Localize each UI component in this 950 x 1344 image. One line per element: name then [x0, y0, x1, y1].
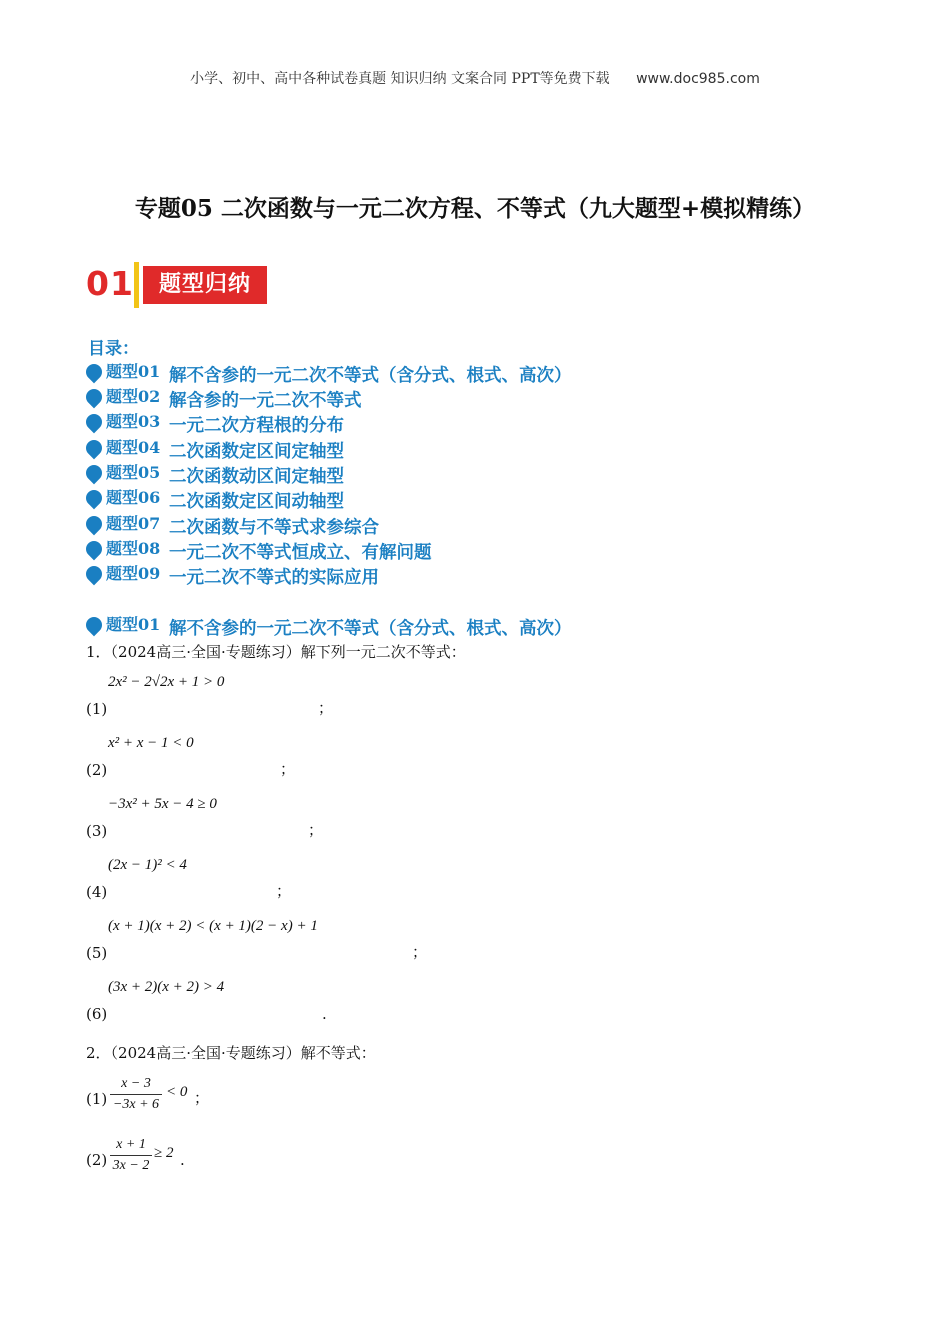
fraction-relation: < 0: [166, 1084, 188, 1100]
item-punct: ；: [318, 699, 334, 717]
location-pin-icon: [83, 614, 106, 637]
item-label: (3): [86, 822, 108, 840]
fraction-denominator: −3x + 6: [112, 1097, 160, 1112]
location-pin-icon: [83, 361, 106, 384]
toc-item-tag: 题型04: [106, 438, 161, 457]
item-label: (4): [86, 883, 108, 901]
item-label: (2): [86, 761, 108, 779]
page-header: [0, 68, 950, 88]
header-text: 小学、初中、高中各种试卷真题 知识归纳 文案合同 PPT等免费下载: [190, 71, 610, 87]
toc-heading: 目录：: [88, 339, 139, 359]
toc-item-title: 二次函数定区间定轴型: [169, 442, 344, 462]
fraction-numerator: x + 1: [116, 1137, 146, 1152]
location-pin-icon: [83, 411, 106, 434]
location-pin-icon: [83, 487, 106, 510]
item-punct: .: [322, 1005, 327, 1023]
item-math: x² + x − 1 < 0: [108, 735, 194, 751]
item-math: (2x − 1)² < 4: [108, 857, 187, 873]
toc-item-tag: 题型06: [106, 488, 161, 507]
location-pin-icon: [83, 538, 106, 561]
item-punct: ；: [276, 882, 292, 900]
toc-item-tag: 题型02: [106, 387, 161, 406]
section-heading-tag: 题型01: [106, 615, 161, 634]
location-pin-icon: [83, 437, 106, 460]
item-punct: ；: [308, 821, 324, 839]
header-site-link[interactable]: www.doc985.com: [636, 71, 760, 87]
section-heading-title: 解不含参的一元二次不等式（含分式、根式、高次）: [169, 619, 572, 639]
item-label: (5): [86, 944, 108, 962]
toc-item-tag: 题型05: [106, 463, 161, 482]
toc-item-title: 一元二次不等式恒成立、有解问题: [169, 543, 432, 563]
fraction-numerator: x − 3: [121, 1076, 151, 1091]
item-punct: ；: [412, 943, 428, 961]
fraction: [108, 1074, 164, 1115]
toc-item-tag: 题型01: [106, 362, 161, 381]
section-number: 01: [86, 264, 134, 303]
item-punct: ；: [194, 1089, 210, 1107]
item-label: (1): [86, 700, 108, 718]
item-punct: .: [180, 1151, 185, 1169]
toc-item-tag: 题型08: [106, 539, 161, 558]
toc-item-title: 解不含参的一元二次不等式（含分式、根式、高次）: [169, 366, 572, 386]
item-math: (3x + 2)(x + 2) > 4: [108, 979, 225, 995]
toc-item-tag: 题型09: [106, 564, 161, 583]
section-label: 题型归纳: [143, 266, 267, 304]
item-label: (1): [86, 1090, 108, 1108]
toc-item-title: 二次函数与不等式求参综合: [169, 518, 379, 538]
fraction-denominator: 3x − 2: [112, 1158, 150, 1173]
fraction: [108, 1135, 154, 1176]
toc-item-title: 一元二次不等式的实际应用: [169, 568, 379, 588]
item-math: −3x² + 5x − 4 ≥ 0: [108, 796, 217, 812]
item-math: 2x² − 2√2x + 1 > 0: [108, 674, 225, 690]
question-2-stem: 2．（2024高三·全国·专题练习）解不等式：: [86, 1044, 376, 1062]
location-pin-icon: [83, 563, 106, 586]
question-1-stem: 1．（2024高三·全国·专题练习）解下列一元二次不等式：: [86, 643, 466, 661]
location-pin-icon: [83, 462, 106, 485]
toc-item-tag: 题型03: [106, 412, 161, 431]
fraction-relation: ≥ 2: [154, 1145, 174, 1161]
toc-item-tag: 题型07: [106, 514, 161, 533]
section-divider: [134, 262, 139, 308]
location-pin-icon: [83, 513, 106, 536]
toc-item-title: 二次函数动区间定轴型: [169, 467, 344, 487]
item-punct: ；: [280, 760, 296, 778]
document-title: 专题05 二次函数与一元二次方程、不等式（九大题型+模拟精练）: [134, 195, 816, 222]
toc-item-title: 解含参的一元二次不等式: [169, 391, 362, 411]
item-math: (x + 1)(x + 2) < (x + 1)(2 − x) + 1: [108, 918, 318, 934]
item-label: (6): [86, 1005, 108, 1023]
toc-item-title: 二次函数定区间动轴型: [169, 492, 344, 512]
item-label: (2): [86, 1151, 108, 1169]
location-pin-icon: [83, 386, 106, 409]
toc-item-title: 一元二次方程根的分布: [169, 416, 344, 436]
